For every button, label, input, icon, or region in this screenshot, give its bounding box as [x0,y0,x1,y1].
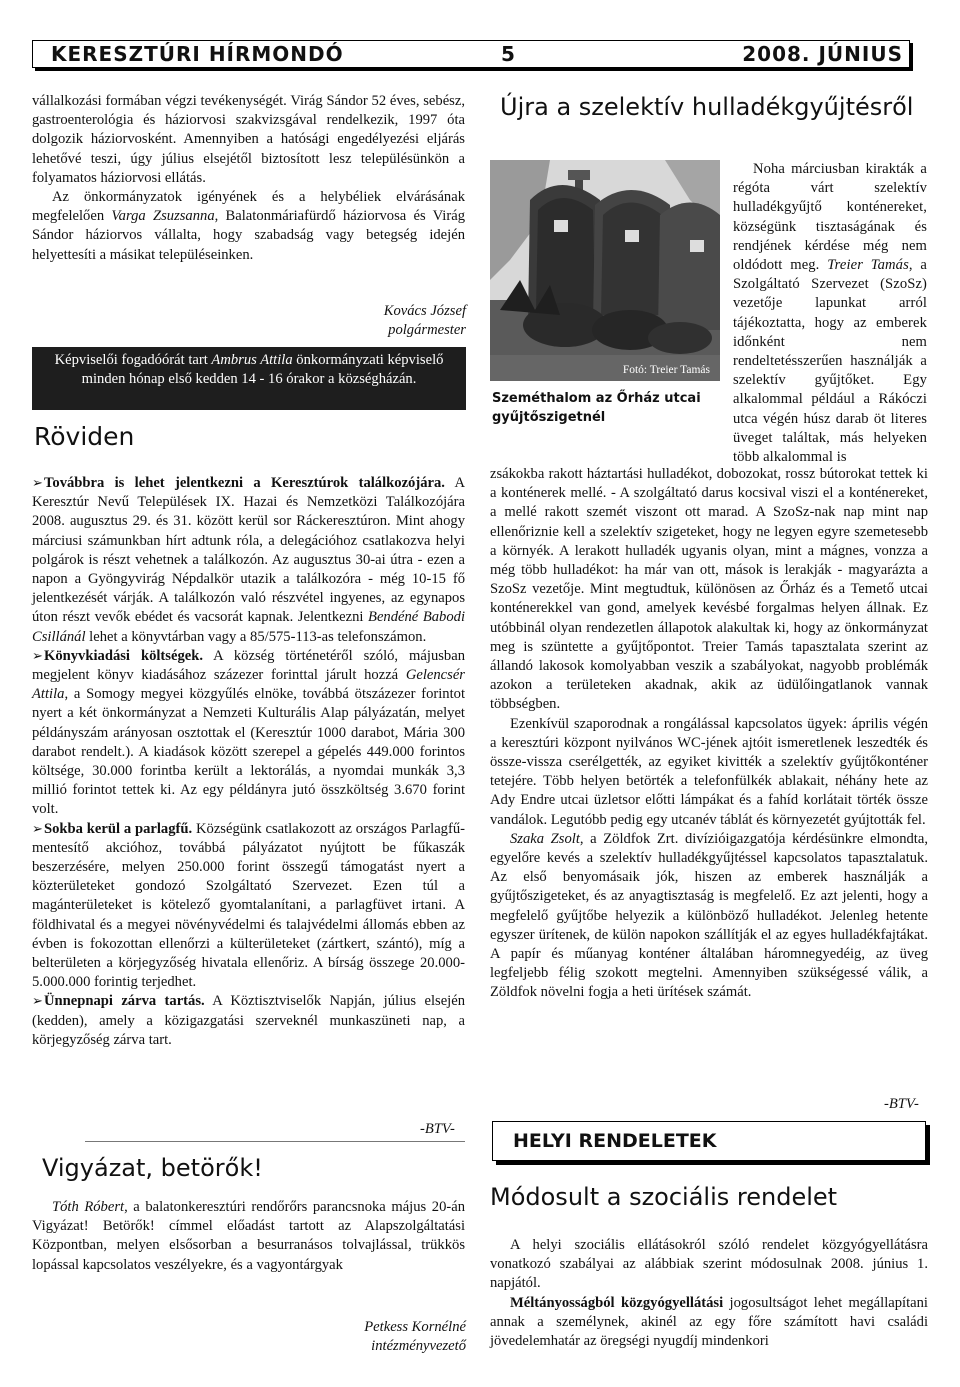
signature-name: Petkess Kornélné [364,1319,466,1335]
article-selective-body [490,465,928,1003]
left-column [32,92,465,265]
byline-btv-1: -BTV- [420,1121,455,1137]
photo-credit: Fotó: Treier Tamás [622,364,710,376]
photo-caption: Szeméthalom az Őrház utcai gyűjtőszigetnél [492,391,701,425]
roviden-title: Röviden [34,422,135,451]
article-title-social: Módosult a szociális rendelet [490,1183,838,1211]
news-briefs [32,474,465,1050]
article-paragraph-2: Ezenkívül szaporodnak a rongálással kapcsolatos ügyek: április végén a keresztúri központ nyilvános WC-jének ajtóit ismeretlenek leszedték és össze-vissza cserélgették, az egyiket kivitték a szelektív gyűjtőkonténer tetejére. Több helyen betörték a telefonfülkék ablakait, néhány hete az Ady Endre utcai üzletsor előtti lámpákat és a fahíd korlátait törték össze vandálok. Legutóbb pedig egy utcanév táblát és környezetét gyújtották fel. [490,715,928,828]
arrow-bullet-icon: ➢ [32,994,43,1010]
waste-bins-photo [490,160,720,381]
section-label: HELYI RENDELETEK [513,1130,717,1152]
arrow-bullet-icon: ➢ [32,476,43,491]
social-paragraph-2: Méltányosságból közgyógyellátási jogosultságot lehet megállapítani annak a személynek, akinél az egy főre számított havi családi jövedelemhatár az öregségi nyugdíj mindenkori [490,1294,928,1350]
article-paragraph-3: Szaka Zsolt, a Zöldfok Zrt. divízióigazgatója kérdésünkre elmondta, egyelőre kevés a szelektív hulladékgyűjtéssel kapcsolatos tapasztalatuk. Az első benyomásaik jók, hiszen az emberek használják a gyűjtőszigeteket, és az anyagtisztaság is megfelelő. Ez azt jelenti, hogy a megfelelő gyűjtőbe helyezik a különböző hulladékot. Jelenleg hetente egyszer ürítenek, de külön napokon szállítják el az egyes hulladékfajtákat. A papír és műanyag konténer általában háromnegyedéig, az üveg legfeljebb félig szokott megtelni. Amennyiben szükségessé válik, a Zöldfok növelni fogja a heti ürítések számát. [490,830,928,1001]
office-hours-box: Képviselői fogadóórát tart Ambrus Attila önkormányzati képviselő minden hónap első kedden 14 - 16 órakor a községházán. [32,347,466,410]
article-title-selective: Újra a szelektív hulladékgyűjtésről [500,93,914,121]
signature-title: intézményvezető [371,1338,466,1354]
article-selective-intro [733,160,927,467]
intro-paragraph-2: Az önkormányzatok igényének és a helybéliek elvárásának megfelelően Varga Zsuzsanna, Balatonmáriafürdő háziorvosa és Virág Sándor háziorvos vállalta, hogy szabadság vagy betegség idején helyettesíti a másikat településeinken. [32,189,465,263]
signature-director [290,1318,466,1356]
article-paragraph-1-cont: zsákokba rakott háztartási hulladékot, dobozokat, rossz bútorokat tettek ki a konténerek mellé. - A szolgáltató darus kocsival viszi el a konténereket, a mellé rakott szemét viszont ott marad. A SzoSz-nak nap mint nap ellenőriznie kell a szelektív szigeteket, hogy ne legyen egyre szemetesebb a környék. A lerakott hulladék ugyanis olyan, mint a mágnes, vonzza a még több hulladékot: ha már van ott, mások is lerakják - magyarázta a SzoSz vezetője. Mint megtudtuk, különösen az Őrház és a Temető utcai konténerekkel van gond, amelyek kevésbé forgalmas helyen állnak. Ez utóbbinál olyan rendezetlen állapotok alakultak ki, hogy az önkormányzat meg is szüntette a gyűjtőpontot. Treier Tamás tapasztalata szerint az állandó lakosok komolyabban veszik a szabályokat, nagyobb problémák azokon a területeken akadnak, akik az üdülőingatlanok vannak többségben. [490,466,928,713]
issue-date: 2008. JÚNIUS [742,42,903,66]
intro-paragraph-1: vállalkozási formában végzi tevékenységét. Virág Sándor 52 éves, sebész, gastroenterológia és háziorvosi szakvizsgával rendelkezik, 1997 óta dolgozik háziorvosként. Amennyiben a hatósági engedélyezési eljárás lehetővé teszi, úgy július elsejétől biztosított lesz településünkön a folyamatos háziorvosi ellátás. [32,93,465,186]
signature-name: Kovács József [383,303,466,319]
vigyazat-paragraph: Tóth Róbert, a balatonkeresztúri rendőrőrs parancsnoka május 20-án Vigyázat! Betörők! címmel előadást tartott az Alapszolgáltatási Központban, melyen elsősorban a besurranásos tolvajlással, trükkös lopással kapcsolatos veszélyekre, és a vagyontárgyak [32,1199,466,1273]
vigyazat-title: Vigyázat, betörők! [42,1154,263,1182]
arrow-bullet-icon: ➢ [32,821,43,837]
vigyazat-article [32,1198,465,1275]
article-paragraph-1: Noha márciusban kirakták a régóta várt szelektív hulladékgyűjtő konténereket, községünk tisztaságának és rendjének kérdése még nem oldódott meg. Treier Tamás, a Szolgáltató Szervezet (SzoSz) vezetője lapunkat arról tájékoztatta, hogy az emberek időnként nem rendeltetésszerűen használják a szelektív gyűjtőket. Egy alkalommal például a Rákóczi utca végén húsz darab öt literes üveget találtak, más helyeken több alkalommal is [733,161,928,466]
brief-book-costs: ➢Könyvkiadási költségek. A község történetéről szóló, májusban megjelent könyv kiadásához százezer forinttal járult hozzá Gelencsér Attila, a Somogy megyei közgyűlés elnöke, továbbá ötszázezer forintot nyert a két önkormányzat a Nemzeti Kulturális Alap pályázatán, melyet példányszám arányosan osztottak el (Keresztúr 1000 darabot, Mária 300 darabot rendelt.). A kiadások között szerepel a gépelés 449.000 forintos költsége, 30.000 forintba került a lektorálás, a nyomdai munkák 3,3 millió forintot tettek ki. Az egy példányra jutó összköltség 3.670 forint volt. [32,647,465,818]
brief-holiday-closing: ➢Ünnepnapi zárva tartás. A Köztisztviselők Napján, július elsején (kedden), amely a közigazgatási szerveknél munkaszüneti nap, a körjegyzőség zárva tart. [32,993,465,1048]
brief-meetup: ➢Továbbra is lehet jelentkezni a Keresztúrok találkozójára. A Keresztúr Nevű Települések IX. Hazai és Nemzetközi Találkozójára 2008. augusztus 29. és 31. között kerül sor Ráckeresztúron. Mint ahogy márciusi számunkban hírt adtunk róla, a delegációhoz csatlakozva helyi polgárok is részt vehetnek a találkozón. Az augusztus 30-ai útra - ezen a napon a Gyöngyvirág Népdalkör utazik a találkozóra - még 10-15 fő jelentkezését várják. A találkozón való részvétel ingyenes, az egynapos úton részt vevők ebédet és vacsorát kapnak. Jelentkezni Bendéné Babodi Csillánál lehet a könyvtárban vagy a 85/575-113-as telefonszámon. [32,475,465,645]
publication-name: KERESZTÚRI HÍRMONDÓ [51,42,344,66]
signature-mayor [300,302,466,340]
byline-btv-2: -BTV- [884,1096,919,1112]
social-paragraph-1: A helyi szociális ellátásokról szóló rendelet közgyógyellátásra vonatkozó szabályai az alábbiak szerint módosulnak 2008. június 1. napjától. [490,1237,928,1292]
signature-title: polgármester [388,322,466,338]
arrow-bullet-icon: ➢ [32,648,43,664]
running-header [32,40,910,68]
photo-illustration [490,160,720,381]
page-number: 5 [501,42,516,66]
brief-ragweed: ➢Sokba kerül a parlagfű. Községünk csatlakozott az országos Parlagfű-mentesítő akcióhoz, továbbá pályázatot nyújtott be fűkaszák beszerzésére, melyen 250.000 forint összegű támogatást nyert a közterületeket gondozó Szolgáltató Szervezet. Ezen túl a magánterületeket is kötelező gyomtalanítani, a parlagfüvet irtani. A földhivatal és a megyei növényvédelmi és talajvédelmi állomás ebben az évben is fokozottan ellenőrzi a külterületeket (zártkert, szántó), míg a belterületen a körjegyzőség hivatala ellenőriz. A bírság összege 20.000-5.000.000 forintig terjedhet. [32,820,465,991]
separator-line [85,1141,465,1142]
article-social-body [490,1236,928,1351]
helyi-rendeletek-banner [492,1121,926,1161]
